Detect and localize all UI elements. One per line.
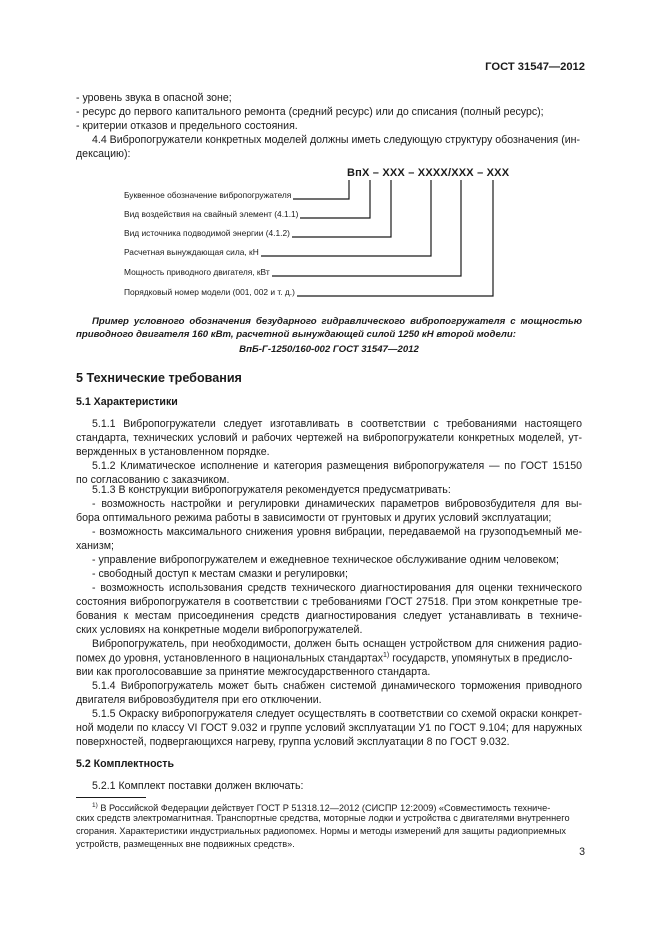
paragraph-line: состояния вибропогружателя в соответствии с требованиями ГОСТ 27518. При этом конкретные тре- — [76, 596, 582, 608]
list-item: - управление вибропогружателем и ежедневное техническое обслуживание одним человеком; — [92, 554, 559, 566]
paragraph-line: стандарта, технических условий и рабочих чертежей на вибропогружатели конкретных моделей, ут- — [76, 432, 582, 444]
paragraph-text: помех до уровня, установленного в национальных стандартах — [76, 652, 384, 665]
list-item: - возможность использования средств технического диагностирования для оценки технического — [92, 582, 582, 594]
footnote-divider — [76, 797, 146, 798]
footnote-line: ских средств электромагнитная. Транспортные средства, моторные лодки и устройства с двигателями внутреннего — [76, 813, 570, 823]
paragraph-line: поверхностей, подвергающихся нагреву, группа условий эксплуатации 8 по ГОСТ 9.032. — [76, 736, 510, 748]
footnote-text: В Российской Федерации действует ГОСТ Р 51318.12—2012 (СИСПР 12:2009) «Совместимость техниче- — [97, 803, 551, 814]
page-number: 3 — [579, 846, 585, 858]
list-item: - критерии отказов и предельного состояния. — [76, 120, 298, 132]
paragraph-line: 5.1.1 Вибропогружатели следует изготавливать в соответствии с требованиями настоящего — [92, 418, 582, 430]
paragraph-line: бования к местам присоединения средств диагностирования следует устанавливать в техниче- — [76, 610, 582, 622]
paragraph-text: государств, упомянутых в предисло- — [389, 652, 573, 665]
paragraph-line: по согласованию с заказчиком. — [76, 474, 230, 486]
diagram-label-letter: Буквенное обозначение вибропогружателя — [124, 190, 292, 200]
paragraph-line: Вибропогружатель, при необходимости, должен быть оснащен устройством для снижения радио- — [92, 638, 582, 650]
example-line: Пример условного обозначения безударного гидравлического вибропогружателя с мощностью — [92, 316, 582, 327]
diagram-label-impact: Вид воздействия на свайный элемент (4.1.1) — [124, 209, 299, 219]
diagram-label-energy: Вид источника подводимой энергии (4.1.2) — [124, 228, 290, 238]
diagram-label-power: Мощность приводного двигателя, кВт — [124, 267, 270, 277]
paragraph-line: ханизм; — [76, 540, 114, 552]
footnote-line: устройств, размещенных вне подвижных средств». — [76, 839, 295, 849]
paragraph-4-4-line: 4.4 Вибропогружатели конкретных моделей должны иметь следующую структуру обозначения (ин- — [92, 134, 581, 146]
subsection-title: 5.1 Характеристики — [76, 396, 178, 408]
list-item: - возможность настройки и регулировки динамических параметров вибровозбудителя для вы- — [92, 498, 582, 510]
example-line: приводного двигателя 160 кВт, расчетной вынуждающей силой 1250 кН второй модели: — [76, 329, 516, 340]
paragraph-line: двигателя вибровозбудителя при его отключении. — [76, 694, 322, 706]
paragraph-line: вержденных в установленном порядке. — [76, 446, 270, 458]
diagram-label-force: Расчетная вынуждающая сила, кН — [124, 247, 259, 257]
paragraph-line: 5.1.2 Климатическое исполнение и категория размещения вибропогружателя — по ГОСТ 15150 — [92, 460, 582, 472]
list-item: - ресурс до первого капитального ремонта (средний ресурс) или до списания (полный ресурс); — [76, 106, 544, 118]
paragraph-line: 5.1.5 Окраску вибропогружателя следует осуществлять в соответствии со схемой окраски конкрет- — [92, 708, 582, 720]
paragraph-line: 5.1.3 В конструкции вибропогружателя рекомендуется предусматривать: — [92, 484, 451, 496]
paragraph-line: ских условиях на конкретные модели вибропогружателей. — [76, 624, 363, 636]
paragraph-4-4-line: дексацию): — [76, 148, 131, 160]
paragraph-line: бора оптимального режима работы в зависимости от грунтовых и других условий эксплуатации; — [76, 512, 552, 524]
designation-diagram-lines — [0, 0, 661, 320]
paragraph-line — [76, 652, 572, 665]
paragraph-line: вии как проголосовавшие за принятие межгосударственного стандарта. — [76, 666, 431, 678]
diagram-label-model: Порядковый номер модели (001, 002 и т. д.) — [124, 287, 295, 297]
paragraph-line: 5.2.1 Комплект поставки должен включать: — [92, 780, 304, 792]
footnote-line: сгорания. Характеристики индустриальных радиопомех. Нормы и методы измерений для защиты радиоприемных — [76, 826, 566, 836]
subsection-title: 5.2 Комплектность — [76, 758, 174, 770]
example-designation: ВпБ-Г-1250/160-002 ГОСТ 31547—2012 — [239, 344, 419, 355]
list-item: - свободный доступ к местам смазки и регулировки; — [92, 568, 348, 580]
document-header: ГОСТ 31547—2012 — [485, 61, 585, 73]
section-title: 5 Технические требования — [76, 371, 242, 385]
list-item: - уровень звука в опасной зоне; — [76, 92, 232, 104]
designation-pattern: ВпХ – ХХХ – ХХХХ/ХХХ – ХХХ — [347, 167, 510, 179]
footnote-ref: 1) — [383, 652, 390, 659]
paragraph-line: ной модели по классу VI ГОСТ 9.032 и группе условий эксплуатации У1 по ГОСТ 9.104; для наружных — [76, 722, 582, 734]
list-item: - возможность максимального снижения уровня вибрации, передаваемой на грузоподъемный ме- — [92, 526, 582, 538]
paragraph-line: 5.1.4 Вибропогружатель может быть снабжен системой динамического торможения приводного — [92, 680, 582, 692]
footnote-mark: 1) — [92, 802, 98, 809]
